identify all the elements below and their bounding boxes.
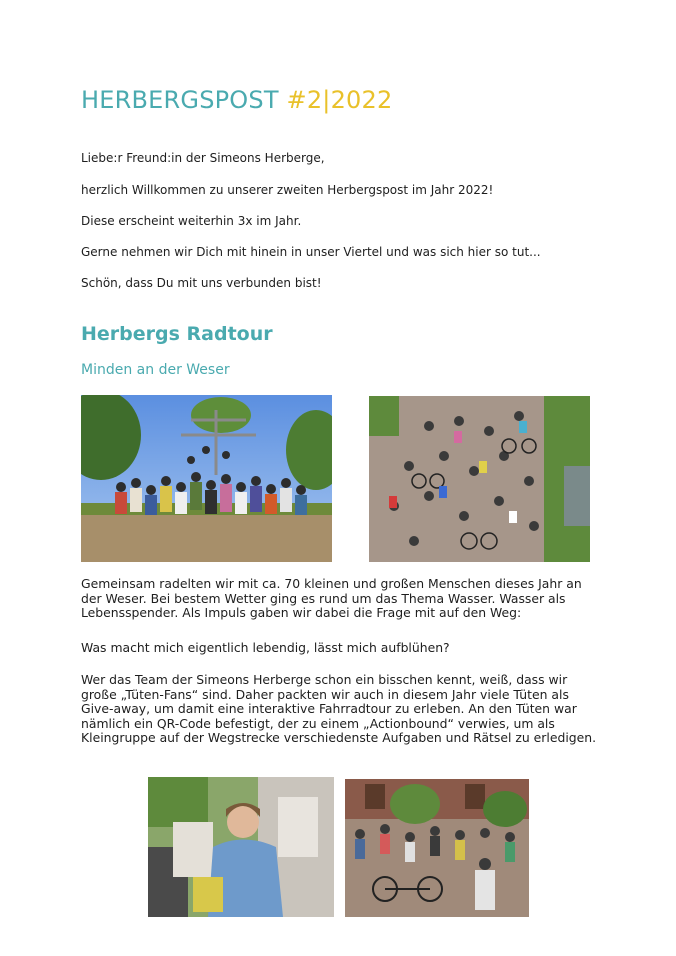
intro-line: Liebe:r Freund:in der Simeons Herberge, <box>81 151 325 165</box>
intro-line: Schön, dass Du mit uns verbunden bist! <box>81 276 322 290</box>
photo-woman-with-bag <box>148 777 334 917</box>
paragraph: Wer das Team der Simeons Herberge schon ein bisschen kennt, weiß, dass wir große „Tüten-Fans“ sind. Daher packten wir auch in diesem Jahr viele Tüten als Give-away, um damit eine interaktive Fahrradtour zu erleben. An den Tüten war nämlich ein QR-Code befestigt, der zu einem „Actionbound“ verwies, um als Kleingruppe auf der Wegstrecke verschiedenste Aufgaben und Rätsel zu erledigen. <box>81 672 597 746</box>
title-part-1: HERBERGSPOST <box>81 86 287 114</box>
photo-aerial-cyclists <box>369 396 590 562</box>
section-heading: Herbergs Radtour <box>81 323 273 345</box>
intro-line: Diese erscheint weiterhin 3x im Jahr. <box>81 214 302 228</box>
intro-line: Gerne nehmen wir Dich mit hinein in unser Viertel und was sich hier so tut... <box>81 245 541 259</box>
page-title <box>81 86 392 114</box>
section-subheading: Minden an der Weser <box>81 362 230 378</box>
photo-group-climbing-frame <box>81 395 332 562</box>
intro-line: herzlich Willkommen zu unserer zweiten Herbergspost im Jahr 2022! <box>81 183 494 197</box>
paragraph: Was macht mich eigentlich lebendig, lässt mich aufblühen? <box>81 640 450 655</box>
title-part-2: #2|2022 <box>286 86 393 114</box>
photo-courtyard-cyclists <box>345 779 529 917</box>
paragraph: Gemeinsam radelten wir mit ca. 70 kleinen und großen Menschen dieses Jahr an der Weser. Bei bestem Wetter ging es rund um das Thema Wasser. Wasser als Lebensspender. Als Impuls gaben wir dabei die Frage mit auf den Weg: <box>81 576 582 621</box>
